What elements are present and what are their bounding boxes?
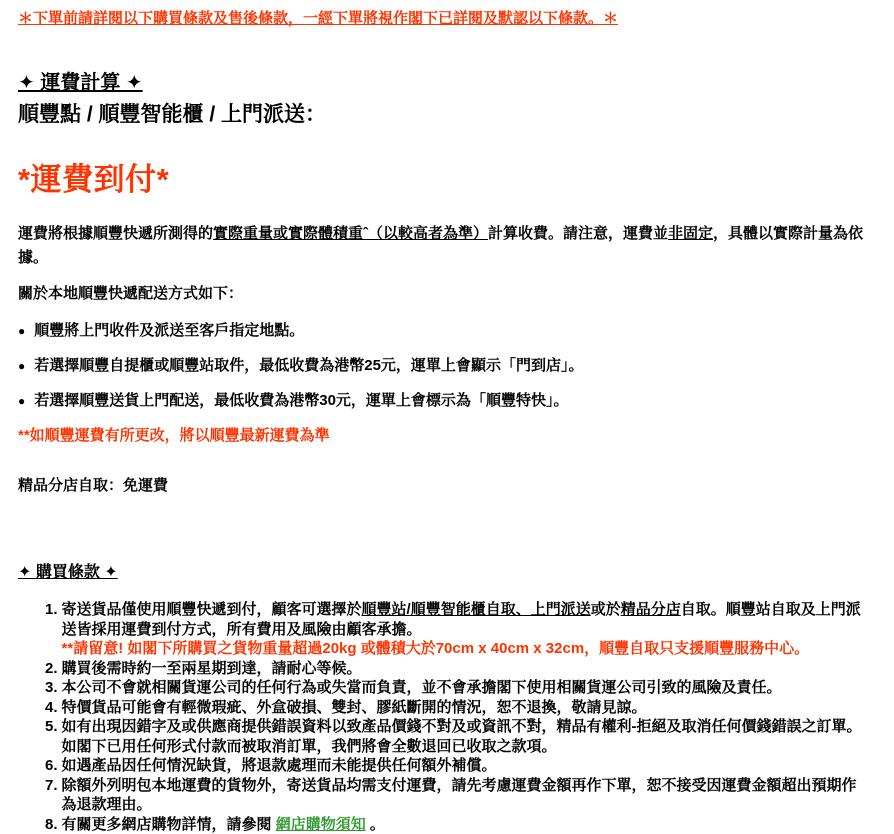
bullet-icon: ● (18, 321, 25, 341)
purchase-terms-list (18, 600, 868, 834)
bullet-home-delivery (18, 391, 868, 411)
term-item-6 (45, 756, 868, 776)
term-number: 8. (45, 815, 58, 834)
term-number: 7. (45, 776, 58, 796)
term-item-1 (45, 600, 868, 659)
term-item-5 (45, 717, 868, 756)
term-text: 特價貨品可能會有輕微瑕疵、外盒破損、雙封、膠紙斷開的情況，恕不退換，敬請見諒。 (62, 698, 868, 718)
term-text: 如有出現因錯字及或供應商提供錯誤資料以致產品價錢不對及或資訊不對，精品有權利-拒絕及取消任何價錢錯誤之訂單。如閣下已用任何形式付款而被取消訂單，我們將會全數退回已收取之款項。 (62, 717, 868, 756)
shipping-calc-heading: ✦ 運費計算 ✦ (18, 71, 868, 95)
term8-pre: 有關更多網店購物詳情，請參閱 (62, 816, 276, 833)
delivery-methods-intro: 關於本地順豐快遞配送方式如下： (18, 284, 868, 304)
term-item-2 (45, 659, 868, 679)
bullet-icon: ● (18, 356, 25, 376)
fee-para-underline-weight: 實際重量或實際體積重ˆ（以較高者為準） (213, 225, 488, 242)
term-text: 購買後需時約一至兩星期到達，請耐心等候。 (62, 659, 868, 679)
delivery-methods-list (18, 321, 868, 411)
term-number: 5. (45, 717, 58, 737)
shipping-methods-subheading: 順豐點 / 順豐智能櫃 / 上門派送： (18, 102, 868, 127)
term1-underline-boutique: 精品分店 (621, 601, 681, 618)
fee-para-post: ，具體以實際計量為依據。 (18, 225, 863, 266)
bullet-locker-station (18, 356, 868, 376)
term-number: 1. (45, 600, 58, 620)
fee-calculation-paragraph (18, 222, 866, 270)
term1-underline-sf-options: 順豐站/順豐智能櫃自取、上門派送 (362, 601, 591, 618)
term-number: 3. (45, 678, 58, 698)
term-text: 如遇產品因任何情況缺貨，將退款處理而未能提供任何額外補償。 (62, 756, 868, 776)
fee-para-underline-notfixed: 非固定 (668, 225, 713, 242)
bullet-text: 順豐將上門收件及派送至客戶指定地點。 (34, 321, 304, 341)
term1-weight-warning: **請留意! 如閣下所購買之貨物重量超過20kg 或體積大於70cm x 40cm x 32cm，順豐自取只支援順豐服務中心。 (62, 639, 868, 659)
term-number: 6. (45, 756, 58, 776)
term-item-3 (45, 678, 868, 698)
term-number: 4. (45, 698, 58, 718)
fee-para-mid: 計算收費。請注意，運費並 (488, 225, 668, 242)
term-text (62, 815, 868, 834)
store-pickup-free-note: 精品分店自取：免運費 (18, 476, 868, 496)
pre-order-notice: ＊下單前請詳閱以下購買條款及售後條款，一經下單將視作閣下已詳閱及默認以下條款。＊ (18, 9, 868, 29)
term1-pre: 寄送貨品僅使用順豐快遞到付，顧客可選擇於 (62, 601, 362, 618)
fee-change-note: **如順豐運費有所更改，將以順豐最新運費為準 (18, 426, 868, 446)
bullet-door-pickup (18, 321, 868, 341)
term-text: 本公司不會就相關貨運公司的任何行為或失當而負責，並不會承擔閣下使用相關貨運公司引致的風險及責任。 (62, 678, 868, 698)
purchase-terms-section (18, 563, 868, 834)
term-text: 除額外列明包本地運費的貨物外，寄送貨品均需支付運費，請先考慮運費金額再作下單，恕不接受因運費金額超出預期作為退款理由。 (62, 776, 868, 815)
bullet-icon: ● (18, 391, 25, 411)
freight-collect-title: *運費到付* (18, 163, 868, 197)
fee-para-pre: 運費將根據順豐快遞所測得的 (18, 225, 213, 242)
term-number: 2. (45, 659, 58, 679)
term-item-4 (45, 698, 868, 718)
term-text (62, 600, 868, 659)
bullet-text: 若選擇順豐送貨上門配送，最低收費為港幣30元，運單上會標示為「順豐特快」。 (34, 391, 568, 411)
term1-post: 自取。順豐站自取及上門派送皆採用運費到付方式，所有費用及風險由顧客承擔。 (62, 601, 861, 638)
term-item-8 (45, 815, 868, 834)
online-store-notice-link[interactable]: 網店購物須知 (276, 816, 366, 833)
bullet-text: 若選擇順豐自提櫃或順豐站取件，最低收費為港幣25元，運單上會顯示「門到店」。 (34, 356, 583, 376)
purchase-terms-heading: ✦ 購買條款 ✦ (18, 563, 868, 583)
term-item-7 (45, 776, 868, 815)
term8-post: 。 (366, 816, 385, 833)
term1-mid: 或於 (591, 601, 621, 618)
shipping-section (18, 71, 868, 496)
